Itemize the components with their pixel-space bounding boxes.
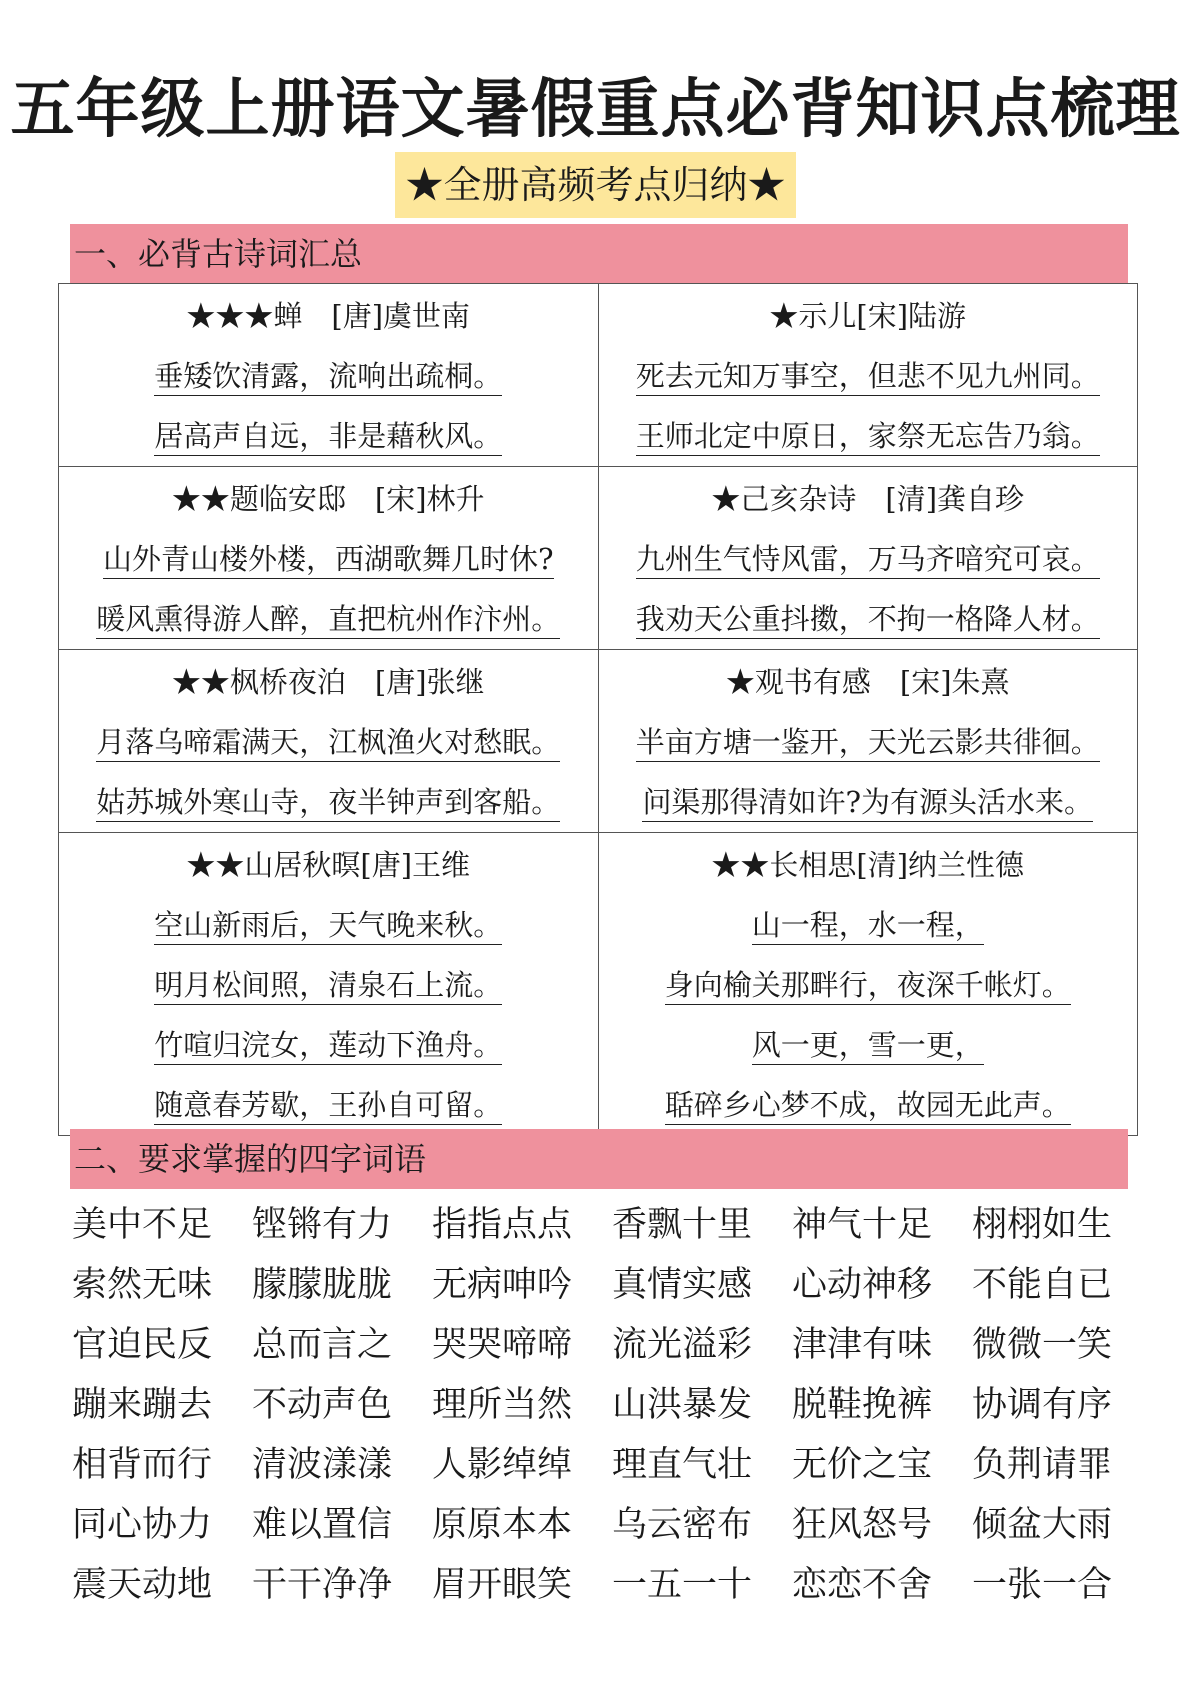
idiom-word: 协调有序 — [972, 1385, 1113, 1425]
idiom-grid — [72, 1195, 1152, 1615]
idiom-word: 哭哭啼啼 — [432, 1325, 573, 1365]
poem-cell — [598, 467, 1138, 650]
section-heading-idioms: 二、要求掌握的四字词语 — [70, 1129, 1128, 1189]
poem-title: ★观书有感 [宋]朱熹 — [725, 665, 1010, 699]
idiom-word: 朦朦胧胧 — [252, 1265, 393, 1305]
idiom-word: 同心协力 — [72, 1505, 213, 1545]
idiom-word: 干干净净 — [252, 1565, 393, 1605]
poem-line: 随意春芳歇，王孙自可留。 — [154, 1088, 502, 1125]
poem-title: ★★枫桥夜泊 [唐]张继 — [171, 665, 485, 699]
idiom-word: 津津有味 — [792, 1325, 933, 1365]
idiom-word: 铿锵有力 — [252, 1205, 393, 1245]
idiom-word: 流光溢彩 — [612, 1325, 753, 1365]
poem-cell — [598, 650, 1138, 833]
idiom-word: 乌云密布 — [612, 1505, 753, 1545]
subtitle-banner: ★全册高频考点归纳★ — [395, 152, 795, 218]
section-heading-poems: 一、必背古诗词汇总 — [70, 224, 1128, 284]
idiom-word: 无价之宝 — [792, 1445, 933, 1485]
idiom-word: 索然无味 — [72, 1265, 213, 1305]
idiom-word: 香飘十里 — [612, 1205, 753, 1245]
poem-cell — [59, 467, 599, 650]
poem-cell — [59, 650, 599, 833]
poem-cell — [598, 833, 1138, 1136]
poem-line: 我劝天公重抖擞，不拘一格降人材。 — [636, 602, 1100, 639]
idiom-word: 微微一笑 — [972, 1325, 1113, 1365]
poem-line: 明月松间照，清泉石上流。 — [154, 968, 502, 1005]
idiom-word: 山洪暴发 — [612, 1385, 753, 1425]
poem-line: 王师北定中原日，家祭无忘告乃翁。 — [636, 419, 1100, 456]
idiom-word: 不能自已 — [972, 1265, 1113, 1305]
poem-cell — [59, 833, 599, 1136]
poem-cell — [59, 284, 599, 467]
idiom-word: 一五一十 — [612, 1565, 753, 1605]
poem-title: ★示儿[宋]陆游 — [769, 299, 967, 333]
idiom-word: 狂风怒号 — [792, 1505, 933, 1545]
poem-line: 问渠那得清如许?为有源头活水来。 — [642, 785, 1093, 822]
idiom-word: 理所当然 — [432, 1385, 573, 1425]
poem-table — [58, 283, 1138, 1136]
poem-line: 山一程，水一程， — [752, 908, 984, 945]
idiom-word: 原原本本 — [432, 1505, 573, 1545]
poem-line: 山外青山楼外楼，西湖歌舞几时休? — [103, 542, 554, 579]
idiom-word: 美中不足 — [72, 1205, 213, 1245]
idiom-word: 一张一合 — [972, 1565, 1113, 1605]
idiom-word: 蹦来蹦去 — [72, 1385, 213, 1425]
poem-line: 垂矮饮清露，流响出疏桐。 — [154, 359, 502, 396]
idiom-word: 清波漾漾 — [252, 1445, 393, 1485]
poem-line: 姑苏城外寒山寺，夜半钟声到客船。 — [96, 785, 560, 822]
poem-title: ★★★蝉 [唐]虞世南 — [186, 299, 471, 333]
idiom-word: 不动声色 — [252, 1385, 393, 1425]
idiom-word: 指指点点 — [432, 1205, 573, 1245]
idiom-word: 栩栩如生 — [972, 1205, 1113, 1245]
poem-title: ★★山居秋暝[唐]王维 — [186, 848, 471, 882]
poem-title: ★己亥杂诗 [清]龚自珍 — [711, 482, 1025, 516]
poem-line: 空山新雨后，天气晚来秋。 — [154, 908, 502, 945]
idiom-word: 神气十足 — [792, 1205, 933, 1245]
poem-line: 死去元知万事空，但悲不见九州同。 — [636, 359, 1100, 396]
idiom-word: 人影绰绰 — [432, 1445, 573, 1485]
idiom-word: 震天动地 — [72, 1565, 213, 1605]
poem-title: ★★题临安邸 [宋]林升 — [171, 482, 485, 516]
idiom-word: 官迫民反 — [72, 1325, 213, 1365]
idiom-word: 倾盆大雨 — [972, 1505, 1113, 1545]
idiom-word: 难以置信 — [252, 1505, 393, 1545]
poem-line: 居高声自远，非是藉秋风。 — [154, 419, 502, 456]
poem-line: 半亩方塘一鉴开，天光云影共徘徊。 — [636, 725, 1100, 762]
idiom-word: 脱鞋挽裤 — [792, 1385, 933, 1425]
idiom-word: 真情实感 — [612, 1265, 753, 1305]
poem-line: 聒碎乡心梦不成，故园无此声。 — [665, 1088, 1071, 1125]
poem-line: 九州生气恃风雷，万马齐喑究可哀。 — [636, 542, 1100, 579]
idiom-word: 恋恋不舍 — [792, 1565, 933, 1605]
idiom-word: 相背而行 — [72, 1445, 213, 1485]
poem-line: 竹喧归浣女，莲动下渔舟。 — [154, 1028, 502, 1065]
idiom-word: 眉开眼笑 — [432, 1565, 573, 1605]
idiom-word: 总而言之 — [252, 1325, 393, 1365]
idiom-word: 负荆请罪 — [972, 1445, 1113, 1485]
idiom-word: 无病呻吟 — [432, 1265, 573, 1305]
poem-cell — [598, 284, 1138, 467]
poem-line: 身向榆关那畔行，夜深千帐灯。 — [665, 968, 1071, 1005]
poem-title: ★★长相思[清]纳兰性德 — [711, 848, 1025, 882]
page-title: 五年级上册语文暑假重点必背知识点梳理 — [10, 72, 1181, 147]
idiom-word: 理直气壮 — [612, 1445, 753, 1485]
poem-line: 风一更，雪一更， — [752, 1028, 984, 1065]
poem-line: 暖风熏得游人醉，直把杭州作汴州。 — [96, 602, 560, 639]
poem-line: 月落乌啼霜满天，江枫渔火对愁眠。 — [96, 725, 560, 762]
idiom-word: 心动神移 — [792, 1265, 933, 1305]
